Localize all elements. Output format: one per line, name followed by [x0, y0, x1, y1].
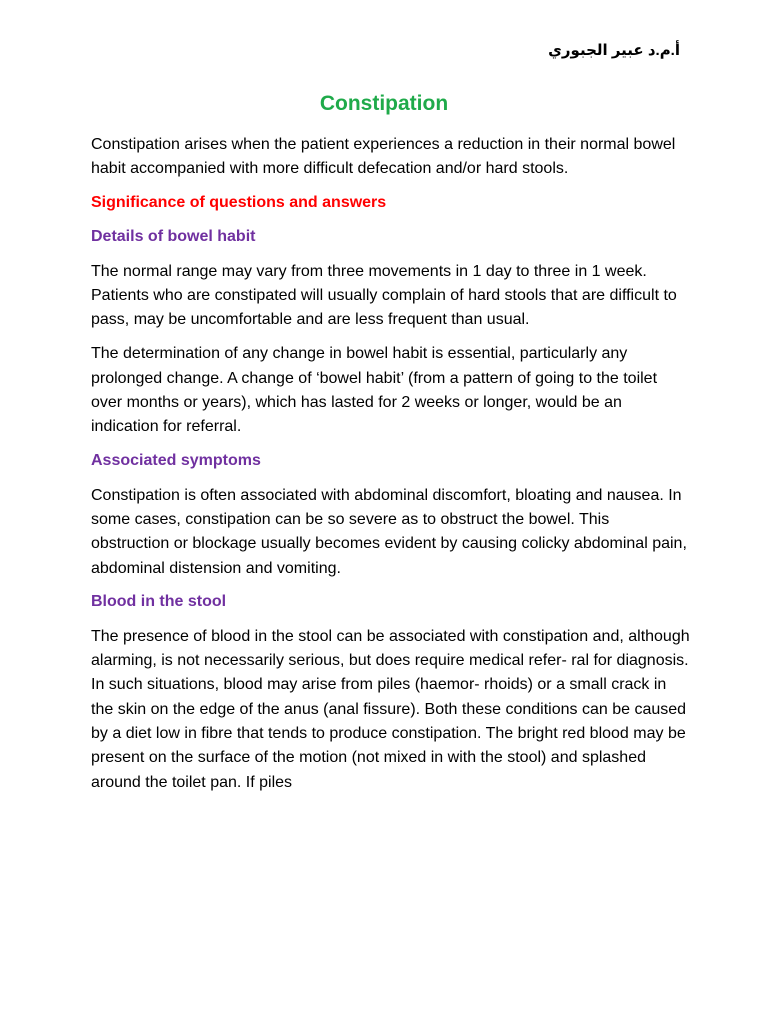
- page-title: Constipation: [319, 92, 449, 115]
- bowel-habit-paragraph-1: The normal range may vary from three movements in 1 day to three in 1 week. Patients who are constipated will usually complain of hard stools that are difficult to pass, may be uncomfortable and are less frequent than usual.: [91, 262, 677, 329]
- subheading-associated-symptoms: Associated symptoms: [91, 451, 261, 469]
- bowel-habit-paragraph-2: The determination of any change in bowel habit is essential, particularly any prolonged change. A change of ‘bowel habit’ (from a pattern of going to the toilet over months or years), which has lasted for 2 weeks or longer, would be an indication for referral.: [91, 345, 658, 436]
- blood-in-stool-paragraph: The presence of blood in the stool can be associated with constipation and, although alarming, is not necessarily serious, but does require medical refer- ral for diagnosis. In such situations, blood may arise from piles (haemor- rhoids) or a small crack in the skin on the edge of the anus (anal fissure). Both these conditions can be caused by a diet low in fibre that tends to produce constipation. The bright red blood may be present on the surface of the motion (not mixed in with the stool) and splashed around the toilet pan. If piles: [91, 627, 690, 791]
- section-heading: Significance of questions and answers: [91, 193, 387, 211]
- subheading-blood-in-stool: Blood in the stool: [91, 592, 227, 610]
- intro-paragraph: Constipation arises when the patient experiences a reduction in their normal bowel habit accompanied with more difficult defecation and/or hard stools.: [91, 136, 676, 178]
- document-body: [91, 133, 691, 805]
- subheading-bowel-habit: Details of bowel habit: [91, 227, 256, 245]
- associated-symptoms-paragraph: Constipation is often associated with abdominal discomfort, bloating and nausea. In some cases, constipation can be so severe as to obstruct the bowel. This obstruction or blockage usually becomes evident by causing colicky abdominal pain, abdominal distension and vomiting.: [91, 486, 687, 577]
- author-name: أ.م.د عبير الجبوري: [548, 42, 680, 59]
